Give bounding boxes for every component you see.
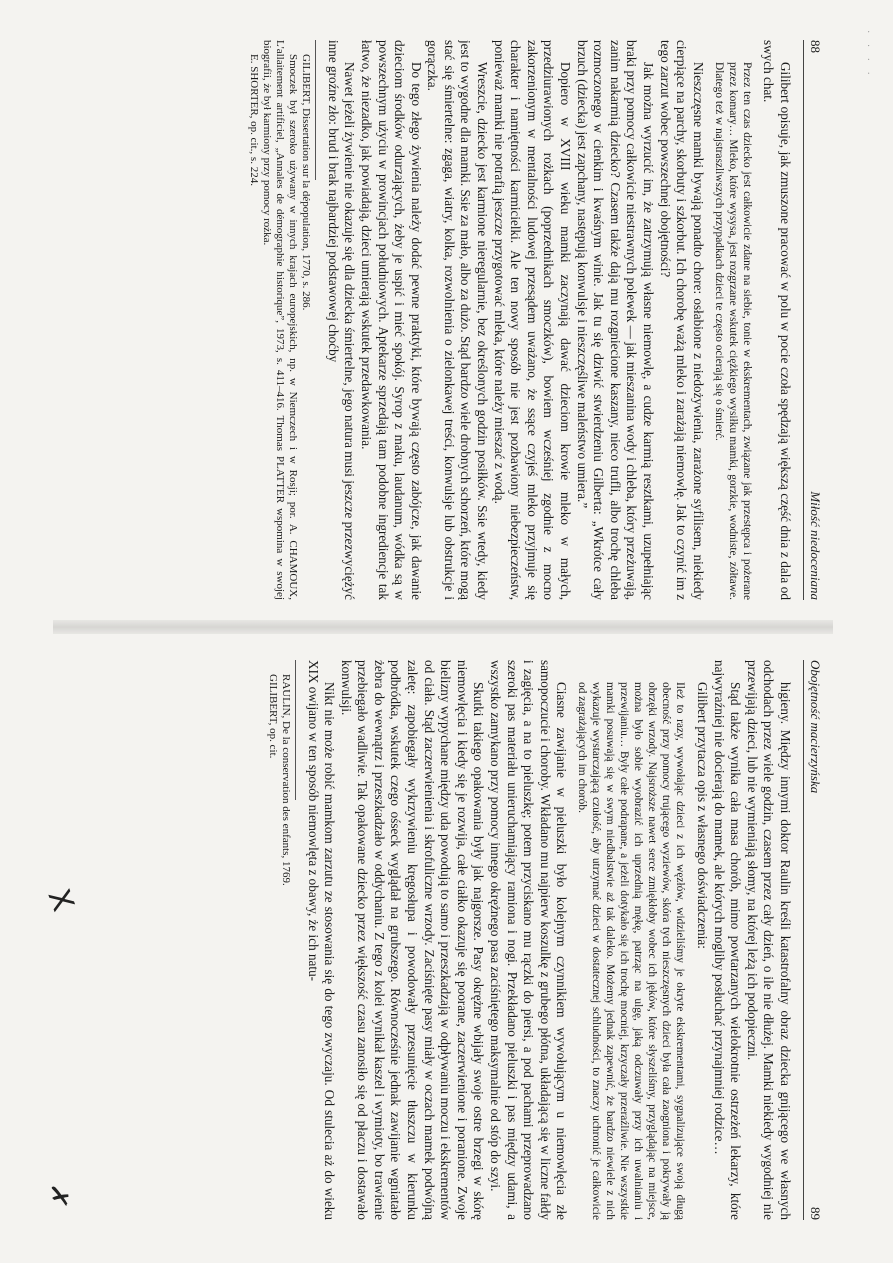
right-footnotes — [266, 660, 296, 886]
book-gutter — [53, 620, 833, 634]
footnote: RAULIN, De la conservation des enfants, 1769. — [279, 674, 292, 886]
paragraph: Stąd także wynika cała masa chorób, mimo powtarzanych wielokrotnie ostrzeżeń lekarzy, które najwyraźniej nie docierają do mamek, ale których mogliby posłuchać przynajmniej rodzice… — [711, 660, 744, 1220]
left-page-body — [324, 40, 793, 600]
handwritten-cross-mark: X — [40, 884, 81, 916]
paragraph: Do tego złego żywienia należy dodać pewne praktyki, które bywają często zabójcze, jak dawanie dzieciom środków odurzających, żeby je uspić i mieć spokój. Syrop z maku, laudanum, wódka są w powszechnym użyciu w prowincjach południowych. Aptekarze sprzedają tam podobne ingrediencje tak łatwo, że niezadko, jak powiadają, dzieci umierają wskutek przedawkowania. — [358, 40, 424, 600]
left-running-title: Miłość niedoceniana — [808, 491, 823, 600]
block-quote: Ileż to razy, wywołając dzieci z ich węzłów, widzieliśmy je okryte ekskrementami, sygnalizujące swoją długą obecność przy pomocy trującego wyziewów, skóra tych nieszczęsnych dzieci była cała zaogniona i pokrywały ją obrzęki wrzody. Najsroższe nawet serce zmiękłoby wobec ich jęków, które słyszeliśmy, przyglądając na miejsce, można było sobie wyobrazić ich uprzednią mękę, patrząc na ulgę, jaką odczuwały przy ich uwalnianiu i przewijaniu… Były całe podrapane, a jeżeli dotykało się ich trochę mocniej, krzyczały przeraźliwie. Nie wszystkie mamki posuwają się w swym niedbalstwie aż tak daleko. Możemy jednak zapewnić, że bardzo niewiele z nich wykazuje wystarczającą czułość, aby utrzymać dzieci w dostatecznej schludności, to znaczy uchronić je całkowicie od zagrażających im chorób. — [576, 682, 687, 1220]
left-page-number: 88 — [808, 40, 823, 53]
block-quote: Przez ten czas dziecko jest całkowicie zdane na siebie, tonie w ekskrementach, związane jak przestępca i pożerane przez komary… Mleko, które wysysa, jest rozgrzane wskutek ciężkiego wysiłku mamki, gorzkie, wodniste, zółtawe. Dlatego też w najstraszliwszych przypadkach dzieci te często ocierają się o śmierć. — [712, 62, 753, 600]
footnote: GILIBERT, Dissertation sur la dépopulation, 1770, s. 286. — [300, 54, 313, 311]
footnote: GILIBERT, op. cit. — [266, 674, 279, 759]
right-running-title: Obojętność macierzyńska — [808, 660, 823, 794]
paragraph: Wreszcie, dziecko jest karmione nieregularnie, bez określonych godzin posiłków. Ssie wtedy, kiedy jest to wygodne dla mamki. Ssie za mało, albo za dużo. Stąd bardzo wiele drobnych schorzeń, które mogą stać się śmiertelne: zgaga, wiatry, kolka, rozwolnienia o zielonkawej treści, konwulsje lub obstrukcje i gorączka. — [425, 40, 491, 600]
paragraph: Nieszczęsne mamki bywają ponadto chore: osłabione z niedożywienia, zarażone syfilisem, niekiedy cierpiące na parchy, skorbuty i szkorbut. Ich chorobę ważą mleko i zarażają niemowlę. Jak to czynić im z tego zarzut wobec powszechnej obojętności? — [657, 40, 706, 600]
paragraph: Ciasne zawijanie w pieluszki było kolejnym czynnikiem wywołującym u niemowlęcia złe samopoczucie i choroby. Wkładano mu najpierw koszulkę z grubego płótna, układającą się w liczne fałdy i zagięcia, a na to pieluszkę; potem przyciskano mu rączki do piersi, a pod pachami przeprowadzano szeroki pas materiału unieruchamiający ramiona i nogi. Przekładano pieluszki i pas między udami, a wszystko zamykano przy pomocy innego okrężnego pasa zaciśniętego maksymalnie od stóp do szyi. — [488, 660, 570, 1220]
right-page-header — [803, 660, 823, 1220]
paragraph: Gilibert opisuje, jak zmuszone pracować w polu w pocie czoła spędzają większą część dnia z dala od swych chat. — [761, 40, 793, 600]
left-page-header — [803, 40, 823, 600]
right-page — [63, 660, 823, 1220]
paragraph: Skutki takiego opakowania były jak najgorsze. Pasy okrężne wbijały swoje ostre brzegi w skórę niemowlęcia i kiedy się je rozwija, całe ciałko okazuje się poorane, zaczerwienione i poranione. Zwoje bielizny wypychane między uda powodują to samo i przeszkadzają w odpływaniu moczu i ekskrementów od ciała. Stąd zaczerwienienia i skrofuliczne wrzody. Zaciśnięte pasy miały w oczach mamek podwójną zaletę: zapobiegały wykrzywieniu kręgosłupa i powodowały przesunięcie tłuszczu w kierunku podbródka, wskutek czego ośseck wyglądał na grubszego. Równocześnie jednak zawijanie wgniatało żebra do wewnątrz i przeszkadzało w oddychaniu. Z tego z kolei wynikał kaszel i wymioty, bo trawienie przebiegało wadliwie. Tak opakowane dziecko przez większość czasu zanosiło się od płaczu i dostawało konwulsji. — [338, 660, 487, 1220]
footnote: Smoczek był szeroko używany w innych krajach europejskich, np. w Niemczech i w Rosji; por. A. CHAMOUX, L'allaitement artificiel, „Annales de démographie historique”, 1973, s. 411–416. Thomas PLATTER wspomina w swojej biografii, że był karmiony przy pomocy rożka. — [261, 40, 300, 600]
paragraph: Gilibert przytacza opis z własnego doświadczenia: — [695, 682, 711, 949]
paragraph: Dopiero w XVIII wieku mamki zaczynają dawać dzieciom krowie mleko w małych, przedziurawionych rożkach (poprzednikach smoczków), bowiem wcześniej zgodnie z mocno zakorzenionym w mentalności ludowej przesądem uważano, że ssące czyjeś mleko przyjmuje się charakter i namiętności karmicielki. Ale ten nowy sposób nie jest pozbawiony niebezpieczeństw, ponieważ mamki nie potrafią jeszcze przygotować mleka, które należy mieszać z wodą. — [491, 40, 574, 600]
right-page-number: 89 — [808, 1207, 823, 1220]
right-page-body — [304, 660, 793, 1220]
paragraph: Jak można wyrzucić im, że zatrzymują własne niemowlę, a cudze karmią resztkami, uzupełniając braki przy pomocy całkowicie niestrawnych polewek — jak mieszanina wody i chleba, który przeżuwają, zanim nakarmią dziecko? Czasem także dają mu rozgniecione kaszany, nieco trufli, albo trochę chleba rozmoczonego w cienkim i kwaśnym winie. Jak tu się dziwić stwierdzeniu Gilberta: „Wkrótce cały brzuch (dziecka) jest zapchany, następują konwulsje i nieszczęśliwe maleństwo umiera.” — [574, 40, 657, 600]
left-footnotes — [247, 40, 316, 600]
margin-scribble: · · · · — [862, 30, 873, 79]
footnote: E. SHORTER, op. cit., s. 224. — [248, 54, 261, 186]
paragraph: Nawet jeżeli żywienie nie okazuje się dla dziecka śmiertelne, jego natura musi jeszcze przezwyciężyć inne groźne zło: brud i brak najbardziej podstawowej choćby — [325, 40, 358, 600]
left-page — [63, 40, 823, 600]
handwritten-check-mark: ✗ — [40, 1181, 76, 1211]
paragraph: Nikt nie może robić mamkom zarzutu ze stosowania się do tego zwyczaju. Od stulecia aż do wieku XIX owijano w ten sposób niemowlęta z obawy, że ich natu- — [305, 660, 338, 1220]
paragraph: higieny. Między innymi doktor Raulin kreśli katastrofalny obraz dziecka gnijącego we własnych odchodach przez wiele godzin, czasem przez cały dzień, o ile nie dłużej. Mamki niekiedy wygodniej nie przewijają dzieci, lub nie wymieniają słomy, na której leżą ich podopieczni. — [744, 660, 793, 1220]
